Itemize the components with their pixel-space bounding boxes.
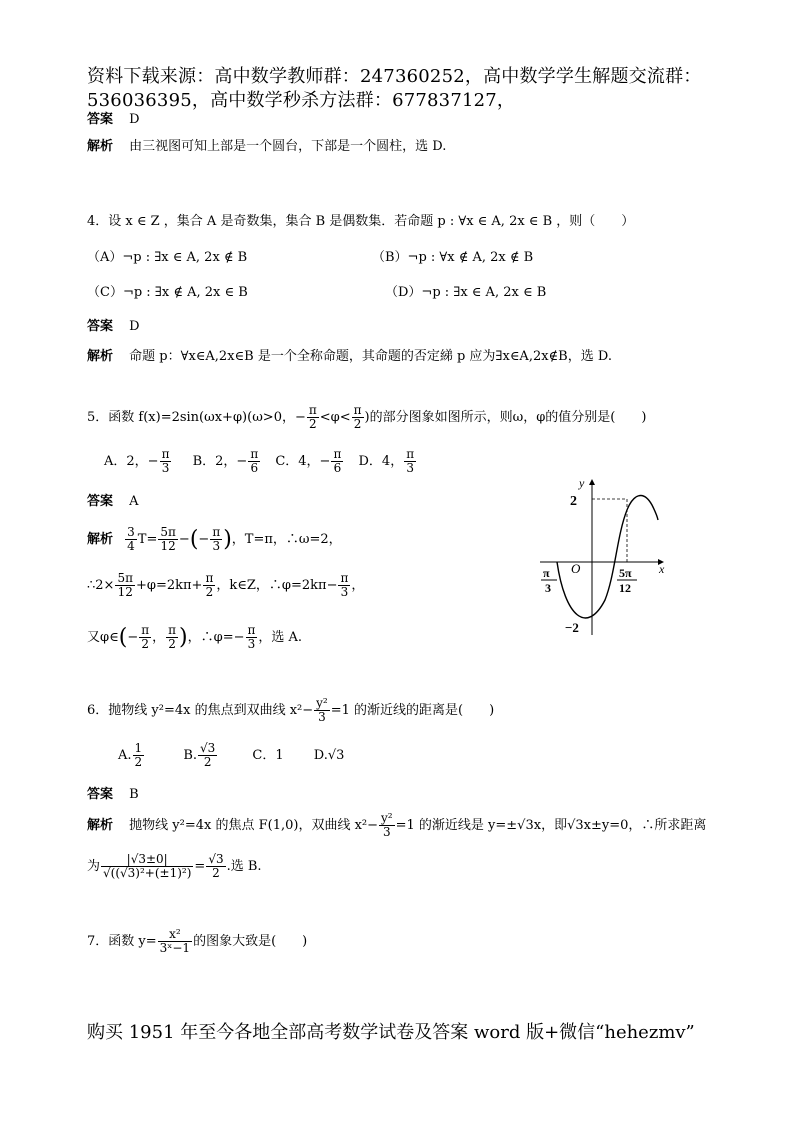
fraction [158, 526, 178, 553]
analysis-label: 解析 [87, 139, 114, 154]
y-min-label: −2 [565, 620, 579, 635]
fraction [166, 624, 178, 651]
q4-analysis-row [87, 345, 612, 364]
q5-stem [87, 404, 646, 431]
q5-solution-part: ，选 A. [258, 630, 303, 645]
sine-curve [557, 496, 658, 618]
numerator: 1 [134, 741, 143, 755]
denominator: 12 [117, 585, 133, 599]
q5-solution-part: ，k∈Z，∴φ=2kπ− [216, 578, 338, 593]
numerator: y² [316, 696, 328, 710]
analysis-label: 解析 [87, 532, 114, 547]
q6-solution-part: =1 的渐近线是 y=± [395, 818, 518, 833]
q6-solution-part: 抛物线 y²=4x 的焦点 F(1,0)，双曲线 x²− [129, 818, 379, 833]
fraction [133, 742, 145, 769]
y-axis-label: y [579, 476, 585, 490]
numerator: π [205, 571, 214, 585]
numerator: π [212, 525, 221, 539]
q6-option-b: B. [183, 748, 197, 763]
fraction [352, 404, 364, 431]
q6-answer: B [129, 787, 139, 802]
q5-solution-line-2 [87, 572, 364, 599]
denominator: 12 [160, 539, 176, 553]
numerator: π [168, 623, 177, 637]
header-line-1: 资料下载来源：高中数学教师群：247360252，高中数学学生解题交流群： [87, 66, 702, 87]
q5-solution-part: +φ=2kπ+ [135, 578, 203, 593]
right-tick-den: 12 [619, 581, 631, 595]
answer-label: 答案 [87, 112, 114, 127]
q5-stem-part: <φ< [319, 410, 351, 425]
numerator: π [250, 447, 259, 461]
q5-options [104, 448, 417, 475]
q4-answer: D [129, 319, 140, 334]
numerator: π [161, 447, 170, 461]
numerator: π [141, 623, 150, 637]
denominator: 2 [203, 755, 212, 769]
q6-solution-part: = [194, 859, 206, 874]
numerator: π [406, 447, 415, 461]
denominator: 6 [250, 461, 259, 475]
q5-option-d: D．4， [358, 454, 404, 469]
answer-label: 答案 [87, 319, 114, 334]
q5-stem-part: )的部分图象如图所示，则ω，φ的值分别是( ) [364, 410, 647, 425]
fraction [158, 928, 192, 955]
numerator: π [353, 403, 362, 417]
left-tick-den: 3 [545, 581, 551, 595]
answer-label: 答案 [87, 787, 114, 802]
q3-answer: D [129, 112, 140, 127]
analysis-label: 解析 [87, 349, 114, 364]
answer-label: 答案 [87, 494, 114, 509]
q5-answer: A [129, 494, 139, 509]
denominator: 3 [340, 585, 349, 599]
fraction [248, 448, 260, 475]
numerator: π [247, 623, 256, 637]
y-max-label: 2 [570, 494, 577, 509]
sqrt-value: √3 [327, 748, 345, 763]
q5-solution-part: ，∴φ=− [187, 630, 245, 645]
fraction [115, 572, 135, 599]
fraction [203, 572, 215, 599]
q5-solution-part: ，T=π，∴ω=2， [231, 532, 342, 547]
sqrt-value: √3 [567, 818, 584, 833]
q3-analysis-row [87, 135, 446, 154]
header-line-2: 536036395，高中数学秒杀方法群：677837127， [87, 90, 516, 111]
q6-solution-part: x，即 [533, 818, 568, 833]
q5-solution-part: 又φ∈ [87, 630, 119, 645]
x-axis-label: x [659, 562, 665, 576]
fraction [160, 448, 172, 475]
denominator: 4 [127, 539, 135, 553]
q7-stem [87, 928, 307, 955]
q5-stem-part: 5．函数 f(x)=2sin(ωx+φ)(ω>0，− [87, 410, 306, 425]
fraction [210, 526, 222, 553]
denominator: 6 [333, 461, 342, 475]
footer-ad: 购买 1951 年至今各地全部高考数学试卷及答案 word 版+微信“hehezmv” [87, 1022, 695, 1043]
numerator: √3 [200, 741, 216, 755]
q5-solution-part: T= [137, 532, 158, 547]
fraction [331, 448, 343, 475]
q4-answer-row [87, 315, 140, 334]
denominator: 2 [353, 417, 362, 431]
denominator: 3ˣ−1 [159, 941, 191, 955]
q7-stem-part: 的图象大致是( ) [193, 934, 308, 949]
q5-option-b: B．2，− [192, 454, 248, 469]
q4-analysis: 命题 p：∀x∈A,2x∈B 是一个全称命题，其命题的否定綈 p 应为∃x∈A,2x∉B，选 D. [129, 349, 612, 364]
denominator: 2 [205, 585, 214, 599]
denominator: 2 [168, 637, 176, 651]
q7-stem-part: 7．函数 y= [87, 934, 157, 949]
q5-solution-line-3: 又φ∈(− $\frac{\pi}{2}$ ， $\frac{\pi}{2}$ )，∴φ=− $\frac{\pi}{3}$ ，选 A. [87, 623, 303, 651]
q5-solution-line-1: 解析 $\frac{3}{4}$ T= $\frac{5\pi}{12}$ −(− $\frac{\pi}{3}$ )，T=π，∴ω=2， [87, 525, 342, 553]
denominator: 3 [382, 825, 391, 839]
q6-option-c: C．1 [252, 748, 284, 763]
fraction [379, 812, 395, 839]
denominator: 2 [134, 755, 143, 769]
numerator: x² [158, 928, 192, 942]
fraction [307, 404, 319, 431]
denominator: 2 [308, 417, 317, 431]
denominator: 3 [161, 461, 170, 475]
q5-solution-part: ∴2× [87, 578, 115, 593]
q5-sine-graph [535, 475, 670, 640]
fraction [101, 853, 193, 880]
origin-label: O [571, 561, 581, 576]
numerator: y² [381, 811, 393, 825]
q6-solution-part: .选 B. [226, 859, 262, 874]
q6-options [118, 742, 344, 769]
numerator: 5π [160, 525, 176, 539]
q3-answer-row [87, 108, 140, 127]
q4-stem: 4．设 x ∈ Z ，集合 A 是奇数集，集合 B 是偶数集．若命题 p : ∀x ∈ A, 2x ∈ B ，则（ ） [87, 214, 635, 229]
q5-solution-part: ， [351, 578, 365, 593]
denominator: 3 [247, 637, 256, 651]
fraction [246, 624, 258, 651]
numerator: 5π [117, 571, 133, 585]
q6-stem [87, 697, 494, 724]
q6-solution-line-1 [87, 812, 706, 839]
numerator: π [340, 571, 349, 585]
fraction [139, 624, 151, 651]
sqrt-value: √3 [517, 818, 534, 833]
denominator: 3 [318, 710, 326, 724]
q5-answer-row [87, 490, 139, 509]
fraction [125, 526, 137, 553]
denominator: 2 [141, 637, 149, 651]
q6-solution-part: x±y=0，∴所求距离 [583, 818, 707, 833]
left-tick-num: π [543, 566, 550, 580]
analysis-label: 解析 [87, 818, 114, 833]
q6-answer-row [87, 783, 139, 802]
numerator: √3 [208, 852, 224, 866]
right-tick-num: 5π [619, 566, 632, 580]
q4-option-b: （B）¬p : ∀x ∉ A, 2x ∉ B [372, 250, 534, 265]
fraction [314, 697, 330, 724]
denominator: 2 [212, 866, 220, 880]
numerator: π [308, 403, 317, 417]
q5-solution-part: − [178, 532, 190, 547]
q6-option-a: A. [118, 748, 132, 763]
q4-option-a: （A）¬p : ∃x ∈ A, 2x ∉ B [87, 250, 248, 265]
fraction [404, 448, 416, 475]
denominator: 3 [406, 461, 414, 475]
q6-solution-line-2 [87, 853, 262, 880]
fraction [198, 742, 217, 769]
fraction [206, 853, 225, 880]
q4-option-d: （D）¬p : ∃x ∈ A, 2x ∈ B [385, 285, 547, 300]
q6-solution-part: 为 [87, 859, 101, 874]
denominator: √((√3)²+(±1)²) [103, 866, 192, 880]
q4-option-c: （C）¬p : ∃x ∉ A, 2x ∈ B [87, 285, 248, 300]
numerator: |√3±0| [101, 853, 193, 867]
q5-option-a: A．2，− [104, 454, 159, 469]
q6-option-d: D. [313, 748, 328, 763]
q6-stem-part: =1 的渐近线的距离是( ) [330, 703, 495, 718]
numerator: π [333, 447, 342, 461]
q6-stem-part: 6．抛物线 y²=4x 的焦点到双曲线 x²− [87, 703, 314, 718]
q5-option-c: C．4，− [275, 454, 331, 469]
q3-analysis: 由三视图可知上部是一个圆台，下部是一个圆柱，选 D. [129, 139, 447, 154]
fraction [338, 572, 350, 599]
numerator: 3 [127, 525, 135, 539]
denominator: 3 [212, 539, 221, 553]
